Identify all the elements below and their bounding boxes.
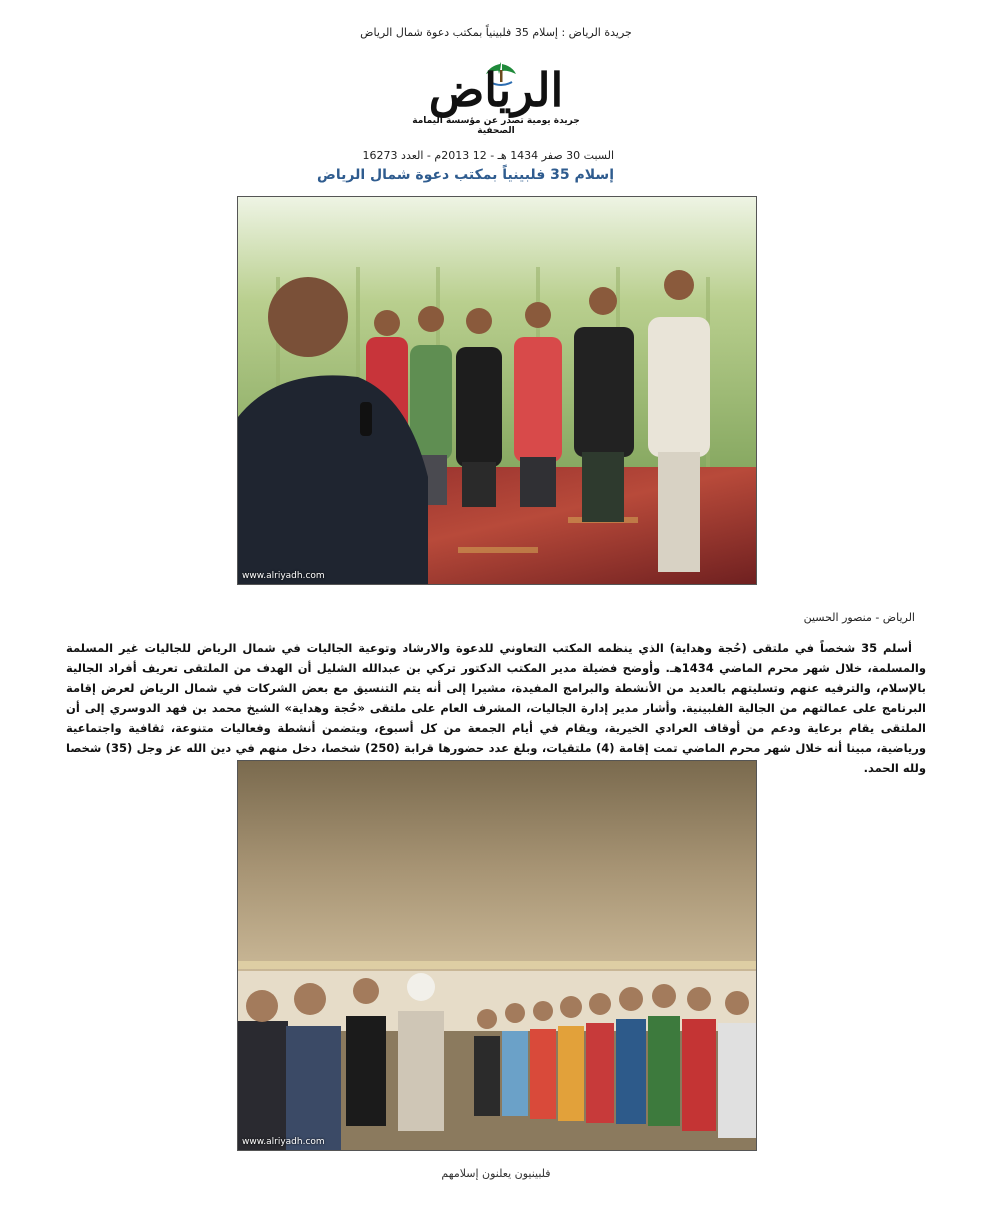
article-byline: الرياض - منصور الحسين bbox=[803, 611, 915, 624]
photo-watermark: www.alriyadh.com bbox=[242, 571, 325, 581]
page-top-title: جريدة الرياض : إسلام 35 فلبينياً بمكتب دعوة شمال الرياض bbox=[360, 26, 632, 39]
article-photo-hall bbox=[237, 760, 757, 1151]
photo-caption: فلبينيون يعلنون إسلامهم bbox=[441, 1167, 551, 1180]
article-body bbox=[66, 638, 926, 778]
masthead-name: الرياض bbox=[428, 63, 564, 117]
article-headline: إسلام 35 فلبينياً بمكتب دعوة شمال الرياض bbox=[317, 167, 614, 183]
masthead-tagline: جريدة يومية تصدر عن مؤسسة اليمامة الصحفية bbox=[412, 116, 580, 136]
photo-watermark: www.alriyadh.com bbox=[242, 1137, 325, 1147]
article-body-paragraph: أسلم 35 شخصاً في ملتقى (حُجة وهداية) الذي ينظمه المكتب التعاوني للدعوة والارشاد وتوعية الجاليات في شمال الرياض للجاليات غير المسلمة والمسلمة، خلال شهر محرم الماضي 1434هـ. وأوضح فضيلة مدير المكتب الدكتور تركي بن عبدالله الشليل أن الهدف من الملتقى تعريف أفراد الجالية بالإسلام، والترفيه عنهم وتسليتهم بالعديد من الأنشطة والبرامج المفيدة، مشيرا إلى أنه يتم التنسيق مع بعض الشركات في شمال الرياض لعرض إقامة البرنامج على عمالتهم من الجالية الفلبينية. وأشار مدير إدارة الجاليات، المشرف العام على ملتقى «حُجة وهداية» الشيخ محمد بن فهد الدوسري إلى أن الملتقى يقام برعاية ودعم من أوقاف العرادي الخيرية، ويقام في أيام الجمعة من كل أسبوع، ويتضمن أنشطة وفعاليات متنوعة، ثقافية واجتماعية ورياضية، مبينا أنه خلال شهر محرم الماضي تمت إقامة (4) ملتقيات، وبلغ عدد حضورها قرابة (250) شخصا، دخل منهم في دين الله عز وجل (35) شخصا ولله الحمد. bbox=[66, 641, 926, 775]
article-date-line: السبت 30 صفر 1434 هـ - 12 2013م - العدد 16273 bbox=[362, 149, 614, 162]
article-photo-tent bbox=[237, 196, 757, 585]
